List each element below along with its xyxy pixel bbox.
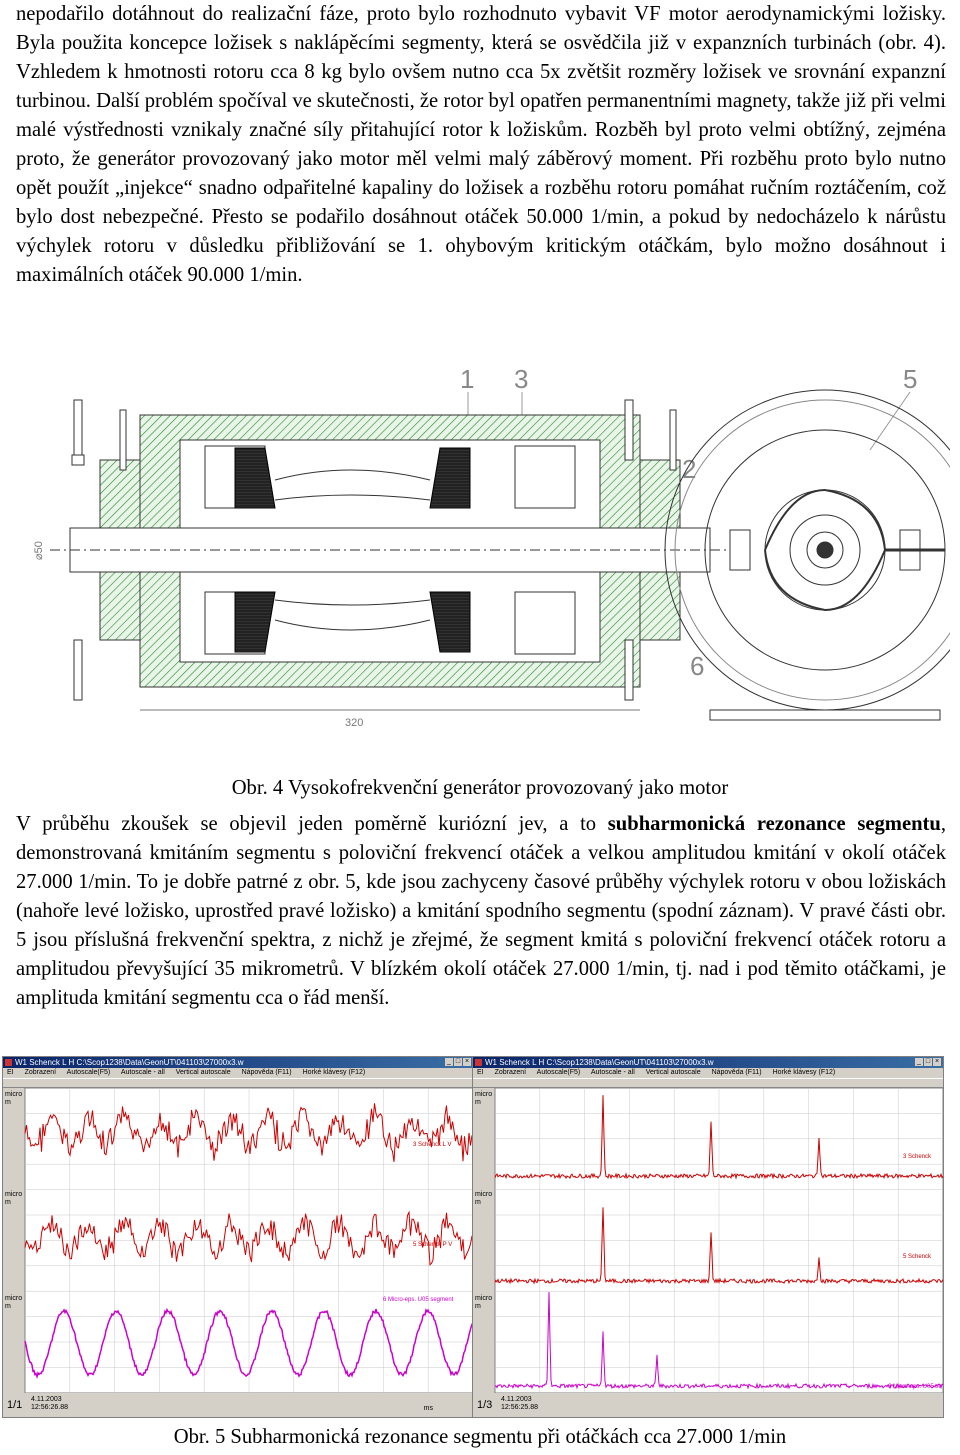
left-window-titlebar[interactable] [3,1057,473,1068]
ylabel: micro [5,1295,23,1302]
date: 4.11.2003 [31,1396,62,1403]
right-scope-window [472,1056,944,1418]
app-icon [475,1059,482,1066]
left-scope-window [2,1056,474,1418]
ylabel: m [5,1303,11,1310]
maximize-icon[interactable]: □ [925,1058,931,1065]
trace-label: 6 Micro-eps. U05 se [888,1384,942,1390]
ylabel: m [5,1099,11,1106]
minimize-icon[interactable]: _ [445,1058,453,1066]
figure4-caption: Obr. 4 Vysokofrekvenční generátor provozovaný jako motor [231,777,729,799]
timestamp [31,1396,68,1412]
paragraph-resonance [16,810,946,1013]
menu-item[interactable]: Nápověda (F11) [711,1069,762,1076]
menu-item[interactable]: Autoscale(F5) [66,1069,111,1076]
ylabel: m [475,1199,481,1206]
menu-item[interactable]: EI [477,1069,484,1076]
callout-2: 2 [682,454,697,484]
ylabel: micro [475,1295,493,1302]
menu-item[interactable]: Autoscale(F5) [536,1069,581,1076]
paragraph-resonance-pre: V průběhu zkoušek se objevil jeden poměrně kuriózní jev, a to [16,813,608,835]
right-spectrum-plot [473,1088,943,1393]
page-indicator: 1/1 [7,1399,23,1411]
menu-item[interactable]: Zobrazení [494,1069,527,1076]
left-window-title: W1 Schenck L H C:\Scop1238\Data\GeonUT\041103\27000x3.w [15,1058,244,1067]
date: 4.11.2003 [501,1396,532,1403]
ylabel: m [475,1099,481,1106]
menu-item[interactable]: Nápověda (F11) [241,1069,292,1076]
menu-item[interactable]: Autoscale - all [590,1069,635,1076]
trace-label: 5 Schenck P V [413,1242,453,1248]
close-icon[interactable]: × [464,1058,470,1065]
minimize-icon[interactable]: _ [915,1058,923,1066]
dim-length: 320 [345,717,364,729]
left-window-toolbar [3,1078,473,1088]
app-icon [5,1059,12,1066]
timestamp [501,1396,538,1412]
menu-item[interactable]: Zobrazení [24,1069,57,1076]
trace-label: 3 Schenck L V [413,1142,452,1148]
paragraph-resonance-bold: subharmonická rezonance segmentu [607,813,941,835]
trace-label: 5 Schenck [903,1254,932,1260]
right-window-status [473,1393,943,1417]
maximize-icon[interactable]: □ [455,1058,461,1065]
ylabel: micro [5,1191,23,1198]
time: 12:56:25.88 [501,1404,538,1411]
menu-item[interactable]: Autoscale - all [120,1069,165,1076]
left-window-status [3,1393,473,1417]
dim-diameter: ⌀50 [33,541,45,560]
trace-label: 6 Micro-eps. U05 segment [383,1297,454,1303]
figure5-caption: Obr. 5 Subharmonická rezonance segmentu při otáčkách cca 27.000 1/min [173,1426,787,1448]
close-icon[interactable]: × [934,1058,940,1065]
right-window-titlebar[interactable] [473,1057,943,1068]
paragraph-resonance-post: , demonstrovaná kmitáním segmentu s poloviční frekvencí otáček a velkou amplitudou kmitání v okolí otáček 27.000 1/min. To je dobře patrné z obr. 5, kde jsou zachyceny časové průběhy výchylek rotoru v obou ložiskách (nahoře levé ložisko, uprostřed pravé ložisko) a kmitání spodního segmentu (spodní záznam). V pravé části obr. 5 jsou příslušná frekvenční spektra, z nichž je zřejmé, že segment kmitá s poloviční frekvencí otáček rotoru a amplitudou převyšující 35 mikrometrů. V blízkém okolí otáček 27.000 1/min, tj. nad i pod těmito otáčkami, je amplituda kmitání segmentu cca o řád menší. [16,813,946,1009]
right-window-title: W1 Schenck L H C:\Scop1238\Data\GeonUT\041103\27000x3.w [485,1058,714,1067]
menu-item[interactable]: EI [7,1069,14,1076]
ylabel: micro [475,1091,493,1098]
ylabel: m [5,1199,11,1206]
ylabel: m [475,1303,481,1310]
left-time-plot [3,1088,473,1393]
generator-drawing [30,360,950,750]
ylabel: micro [475,1191,493,1198]
callout-1: 1 [460,364,475,394]
menu-item[interactable]: Vertical autoscale [645,1069,701,1076]
right-window-toolbar [473,1078,943,1088]
right-window-menubar [473,1068,943,1078]
callout-3: 3 [514,364,529,394]
callout-5: 5 [903,364,918,394]
x-unit: ms [423,1405,433,1412]
time: 12:56:26.88 [31,1404,68,1411]
menu-item[interactable]: Horké klávesy (F12) [772,1069,836,1076]
callout-6: 6 [690,651,705,681]
left-window-menubar [3,1068,473,1078]
paragraph-intro: nepodařilo dotáhnout do realizační fáze, proto bylo rozhodnuto vybavit VF motor aerodynamickými ložisky. Byla použita koncepce ložisek s naklápěcími segmenty, která se osvědčila již v expanzních turbinách (obr. 4). Vzhledem k hmotnosti rotoru cca 8 kg bylo ovšem nutno cca 5x zvětšit rozměry ložisek ve srovnání expanzní turbinou. Další problém spočíval ve skutečnosti, že rotor byl opatřen permanentními magnety, takže již při velmi malé výstřednosti vznikaly značné síly přitahující rotor k ložiskům. Rozběh byl proto velmi obtížný, zejména proto, že generátor provozovaný jako motor měl velmi malý záběrový moment. Při rozběhu proto bylo nutno opět použít „injekce“ snadno odpařitelné kapaliny do ložisek a rozběhu rotoru pomáhat ručním roztáčením, což bylo dost nebezpečné. Přesto se podařilo dosáhnout otáček 50.000 1/min, a pokud by nedocházelo k nárůstu výchylek rotoru v důsledku přibližování se 1. ohybovým kritickým otáčkám, bylo možno dosáhnout i maximálních otáček 90.000 1/min. [16,3,946,286]
ylabel: micro [5,1091,23,1098]
menu-item[interactable]: Vertical autoscale [175,1069,231,1076]
page-indicator: 1/3 [477,1399,493,1411]
trace-label: 3 Schenck [903,1154,932,1160]
menu-item[interactable]: Horké klávesy (F12) [302,1069,366,1076]
